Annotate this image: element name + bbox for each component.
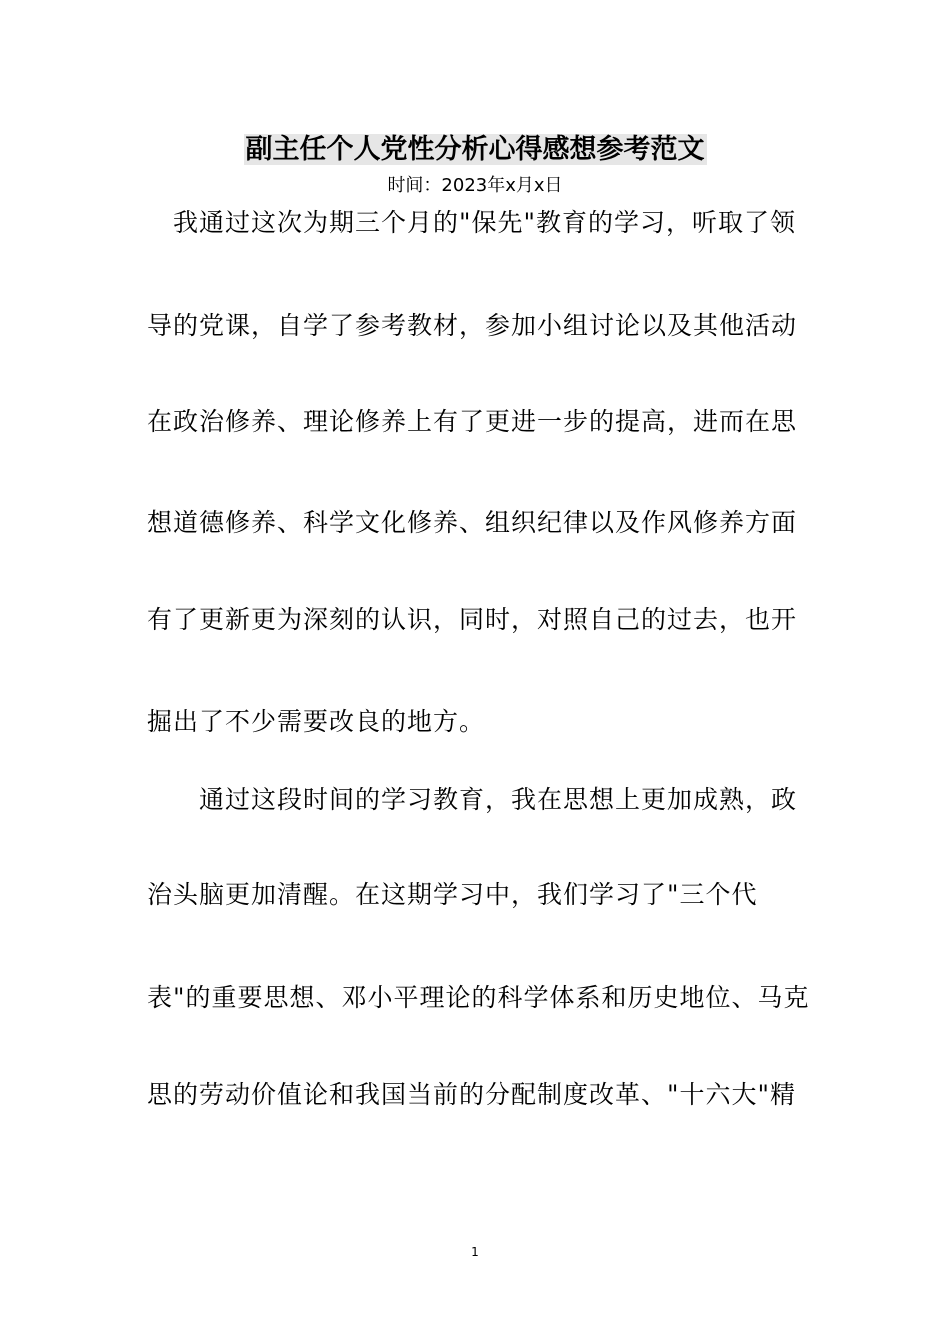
document-title: 副主任个人党性分析心得感想参考范文: [245, 134, 705, 165]
body-line: 在政治修养、理论修养上有了更进一步的提高，进而在思: [147, 407, 798, 436]
body-line: 思的劳动价值论和我国当前的分配制度改革、"十六大"精: [147, 1080, 797, 1109]
body-line: 我通过这次为期三个月的"保先"教育的学习，听取了领: [147, 208, 797, 237]
body-line: 掘出了不少需要改良的地方。: [147, 707, 486, 736]
body-line: 有了更新更为深刻的认识，同时，对照自己的过去，也开: [147, 605, 798, 634]
body-line: 治头脑更加清醒。在这期学习中，我们学习了"三个代: [147, 880, 758, 909]
body-line: 想道德修养、科学文化修养、组织纪律以及作风修养方面: [147, 508, 798, 537]
body-line: 表"的重要思想、邓小平理论的科学体系和历史地位、马克: [147, 983, 810, 1012]
document-date: 时间：2023年x月x日: [387, 175, 563, 196]
body-line: 通过这段时间的学习教育，我在思想上更加成熟，政: [147, 785, 798, 814]
page-number: 1: [471, 1245, 479, 1259]
body-line: 导的党课，自学了参考教材，参加小组讨论以及其他活动: [147, 311, 798, 340]
